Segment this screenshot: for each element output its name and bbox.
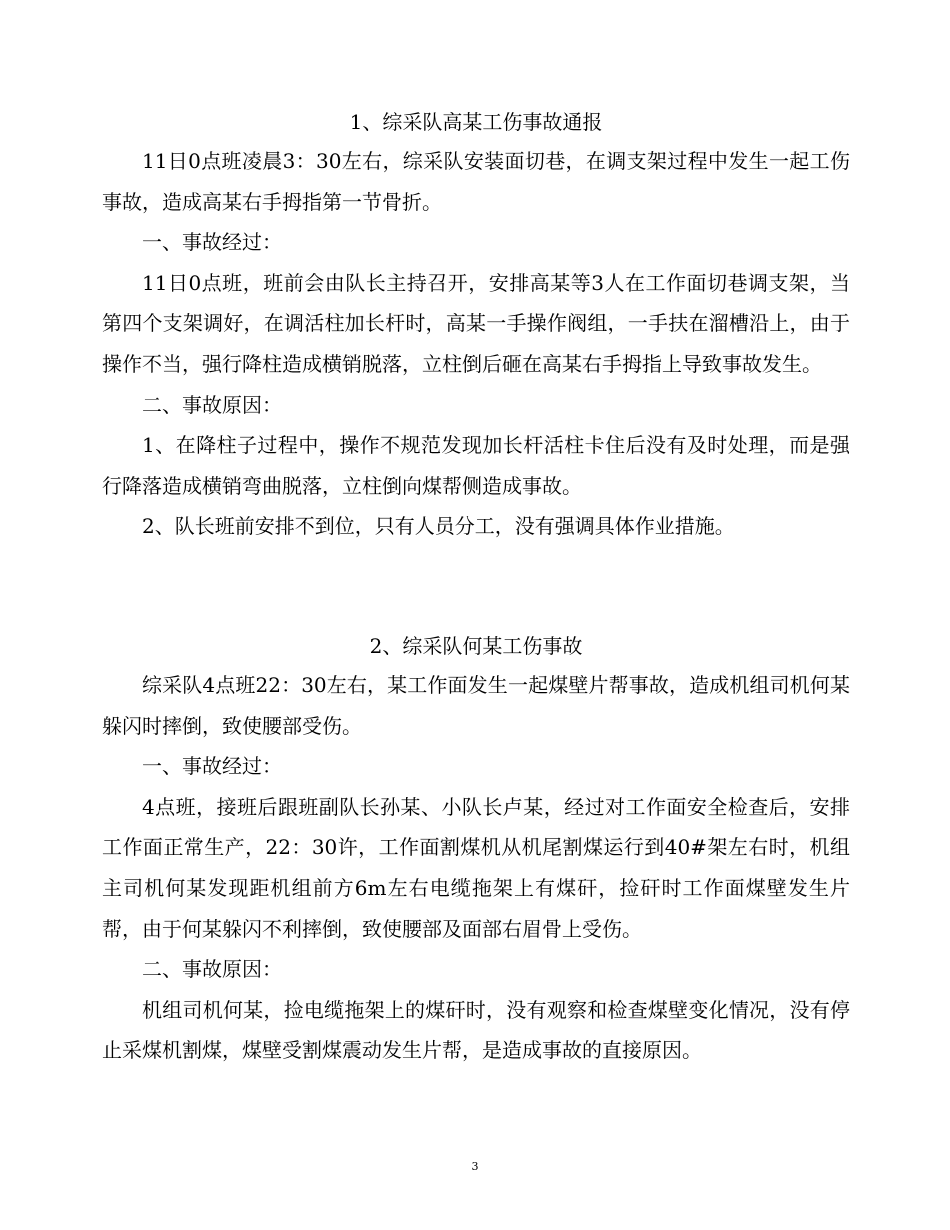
heading-accident-cause: 二、事故原因： [142,957,282,982]
intro-paragraph: 综采队4点班22：30左右，某工作面发生一起煤壁片帮事故，造成机组司机何某躲闪时摔倒，致使腰部受伤。 [102,673,850,738]
section-title: 2、综采队何某工伤事故 [369,634,583,658]
report-section-2 [102,628,850,1071]
accident-process-paragraph: 11日0点班，班前会由队长主持召开，安排高某等3人在工作面切巷调支架，当第四个支架调好，在调活柱加长杆时，高某一手操作阀组，一手扶在溜槽沿上，由于操作不当，强行降柱造成横销脱落，立柱倒后砸在高某右手拇指上导致事故发生。 [102,270,850,376]
accident-process-paragraph: 4点班，接班后跟班副队长孙某、小队长卢某，经过对工作面安全检查后，安排工作面正常生产，22：30许，工作面割煤机从机尾割煤运行到40#架左右时，机组主司机何某发现距机组前方6m左右电缆拖架上有煤矸，捡矸时工作面煤壁发生片帮，由于何某躲闪不利摔倒，致使腰部及面部右眉骨上受伤。 [102,794,850,941]
heading-accident-cause: 二、事故原因： [142,392,282,417]
intro-paragraph: 11日0点班凌晨3：30左右，综采队安装面切巷，在调支架过程中发生一起工伤事故，造成高某右手拇指第一节骨折。 [102,149,850,214]
heading-accident-process: 一、事故经过： [142,754,282,779]
cause-paragraph: 机组司机何某，捡电缆拖架上的煤矸时，没有观察和检查煤壁变化情况，没有停止采煤机割煤，煤壁受割煤震动发生片帮，是造成事故的直接原因。 [102,997,850,1063]
section-title: 1、综采队高某工伤事故通报 [349,110,603,134]
report-section-1 [102,104,850,547]
heading-accident-process: 一、事故经过： [142,230,282,255]
cause-item-1: 1、在降柱子过程中，操作不规范发现加长杆活柱卡住后没有及时处理，而是强行降落造成横销弯曲脱落，立柱倒向煤帮侧造成事故。 [102,433,850,498]
page-number: 3 [471,1160,479,1173]
cause-item-2: 2、队长班前安排不到位，只有人员分工，没有强调具体作业措施。 [142,514,735,539]
